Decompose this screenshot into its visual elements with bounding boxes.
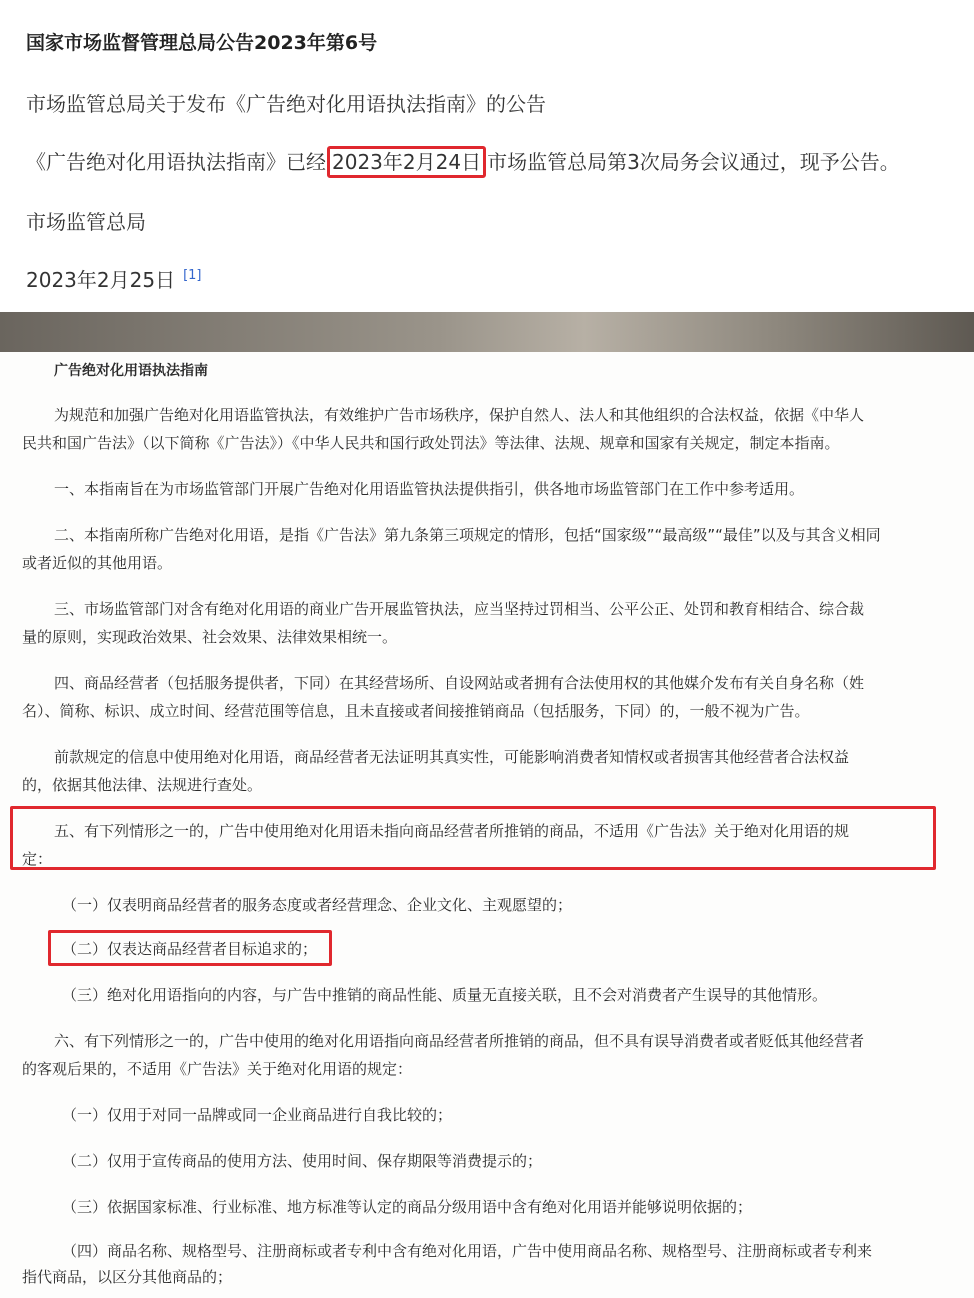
announcement-body [26, 146, 900, 178]
list-item: （一）仅表明商品经营者的服务态度或者经营理念、企业文化、主观愿望的； [62, 896, 573, 914]
paragraph-line: 的客观后果的，不适用《广告法》关于绝对化用语的规定： [22, 1060, 413, 1078]
list-item: （四）商品名称、规格型号、注册商标或者专利中含有绝对化用语，广告中使用商品名称、规格型号、注册商标或者专利来 [62, 1242, 873, 1260]
paragraph-line: 二、本指南所称广告绝对化用语，是指《广告法》第九条第三项规定的情形，包括“国家级”“最高级”“最佳”以及与其含义相同 [54, 526, 881, 544]
paragraph-line: 为规范和加强广告绝对化用语监管执法，有效维护广告市场秩序，保护自然人、法人和其他组织的合法权益，依据《中华人 [54, 406, 865, 424]
paragraph-line: 定： [22, 850, 53, 868]
list-item: （一）仅用于对同一品牌或同一企业商品进行自我比较的； [62, 1106, 453, 1124]
image-divider [0, 312, 974, 352]
announcement-title: 国家市场监督管理总局公告2023年第6号 [26, 32, 378, 54]
paragraph-line: 三、市场监管部门对含有绝对化用语的商业广告开展监管执法，应当坚持过罚相当、公平公正、处罚和教育相结合、综合裁 [54, 600, 865, 618]
announcement-date-text: 2023年2月25日 [26, 268, 176, 292]
paragraph-line: 五、有下列情形之一的，广告中使用绝对化用语未指向商品经营者所推销的商品，不适用《广告法》关于绝对化用语的规 [54, 822, 850, 840]
guide-title: 广告绝对化用语执法指南 [54, 363, 208, 379]
paragraph-line: 民共和国广告法》（以下简称《广告法》）《中华人民共和国行政处罚法》等法律、法规、规章和国家有关规定，制定本指南。 [22, 434, 840, 452]
list-item: 指代商品，以区分其他商品的； [22, 1268, 233, 1286]
paragraph-line: 的，依据其他法律、法规进行查处。 [22, 776, 263, 794]
announcement-body-prefix: 《广告绝对化用语执法指南》已经 [26, 150, 326, 174]
guide-document [0, 352, 974, 1298]
paragraph-line: 量的原则，实现政治效果、社会效果、法律效果相统一。 [22, 628, 398, 646]
paragraph-line: 或者近似的其他用语。 [22, 554, 173, 572]
paragraph-line: 前款规定的信息中使用绝对化用语，商品经营者无法证明其真实性，可能影响消费者知情权或者损害其他经营者合法权益 [54, 748, 850, 766]
announcement-body-suffix: 市场监管总局第3次局务会议通过，现予公告。 [487, 150, 900, 174]
announcement-date [26, 264, 202, 293]
reference-link[interactable]: [1] [183, 268, 202, 284]
list-item: （二）仅表达商品经营者目标追求的； [62, 940, 318, 958]
list-item: （二）仅用于宣传商品的使用方法、使用时间、保存期限等消费提示的； [62, 1152, 543, 1170]
highlighted-date: 2023年2月24日 [327, 146, 486, 178]
paragraph-line: 六、有下列情形之一的，广告中使用的绝对化用语指向商品经营者所推销的商品，但不具有误导消费者或者贬低其他经营者 [54, 1032, 865, 1050]
announcement-panel [0, 0, 974, 312]
paragraph-line: 四、商品经营者（包括服务提供者，下同）在其经营场所、自设网站或者拥有合法使用权的其他媒介发布有关自身名称（姓 [54, 674, 865, 692]
list-item: （三）绝对化用语指向的内容，与广告中推销的商品性能、质量无直接关联，且不会对消费者产生误导的其他情形。 [62, 986, 828, 1004]
paragraph-line: 名）、简称、标识、成立时间、经营范围等信息，且未直接或者间接推销商品（包括服务，下同）的，一般不视为广告。 [22, 702, 810, 720]
list-item: （三）依据国家标准、行业标准、地方标准等认定的商品分级用语中含有绝对化用语并能够说明依据的； [62, 1198, 753, 1216]
announcement-subtitle: 市场监管总局关于发布《广告绝对化用语执法指南》的公告 [26, 92, 546, 116]
paragraph-line: 一、本指南旨在为市场监管部门开展广告绝对化用语监管执法提供指引，供各地市场监管部门在工作中参考适用。 [54, 480, 805, 498]
announcement-agency: 市场监管总局 [26, 210, 146, 234]
